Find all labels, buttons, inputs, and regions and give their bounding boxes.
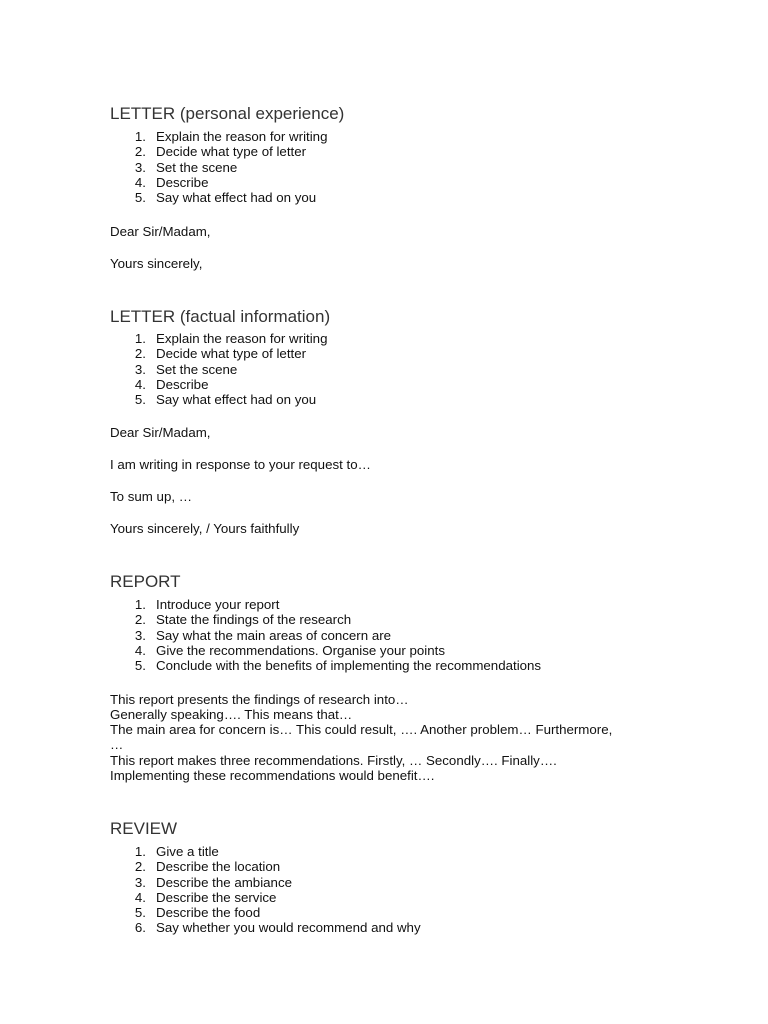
step-number: 4. bbox=[134, 642, 146, 658]
list-item bbox=[110, 612, 541, 627]
step-number: 5. bbox=[134, 905, 146, 921]
step-number: 1. bbox=[134, 129, 146, 144]
step-text: State the findings of the research bbox=[156, 612, 352, 628]
section-heading-review: REVIEW bbox=[110, 819, 178, 838]
list-item bbox=[110, 628, 541, 643]
phrase-line: This report presents the findings of research into… bbox=[110, 692, 409, 707]
list-item bbox=[110, 658, 541, 673]
step-number: 4. bbox=[134, 889, 146, 905]
step-number: 5. bbox=[134, 658, 146, 674]
section-heading-letter-factual: LETTER (factual information) bbox=[110, 307, 331, 326]
phrase-line: To sum up, … bbox=[110, 489, 193, 504]
steps-list-letter-personal bbox=[110, 129, 327, 205]
step-number: 2. bbox=[134, 346, 146, 362]
phrase-line: Implementing these recommendations would benefit…. bbox=[110, 768, 435, 783]
phrase-line: This report makes three recommendations. Firstly, … Secondly…. Finally…. bbox=[110, 753, 557, 768]
phrase-line: Yours sincerely, / Yours faithfully bbox=[110, 521, 300, 536]
list-item bbox=[110, 160, 327, 175]
step-number: 3. bbox=[134, 159, 146, 175]
list-item bbox=[110, 144, 327, 159]
phrase-line: Generally speaking…. This means that… bbox=[110, 707, 353, 722]
step-number: 2. bbox=[134, 612, 146, 628]
list-item bbox=[110, 643, 541, 658]
step-number: 1. bbox=[134, 844, 146, 859]
step-text: Explain the reason for writing bbox=[156, 129, 328, 144]
phrase-line: … bbox=[110, 737, 124, 752]
step-text: Say what effect had on you bbox=[156, 392, 317, 408]
list-item bbox=[110, 129, 327, 144]
list-item bbox=[110, 875, 421, 890]
step-number: 2. bbox=[134, 144, 146, 160]
list-item bbox=[110, 331, 327, 346]
step-number: 6. bbox=[134, 920, 146, 936]
step-text: Describe bbox=[156, 174, 209, 190]
step-text: Describe the location bbox=[156, 859, 281, 875]
list-item bbox=[110, 175, 327, 190]
list-item bbox=[110, 346, 327, 361]
step-number: 2. bbox=[134, 859, 146, 875]
list-item bbox=[110, 859, 421, 874]
step-number: 1. bbox=[134, 331, 146, 346]
step-text: Decide what type of letter bbox=[156, 346, 307, 362]
step-number: 3. bbox=[134, 627, 146, 643]
step-text: Describe the food bbox=[156, 905, 261, 921]
list-item bbox=[110, 597, 541, 612]
step-text: Say what effect had on you bbox=[156, 190, 317, 206]
list-item bbox=[110, 190, 327, 205]
list-item bbox=[110, 920, 421, 935]
step-text: Introduce your report bbox=[156, 597, 280, 612]
section-heading-letter-personal: LETTER (personal experience) bbox=[110, 104, 345, 123]
step-text: Give the recommendations. Organise your points bbox=[156, 642, 445, 658]
steps-list-report bbox=[110, 597, 541, 673]
step-text: Describe the service bbox=[156, 889, 277, 905]
phrase-line: Yours sincerely, bbox=[110, 256, 203, 271]
phrase-line: I am writing in response to your request to… bbox=[110, 457, 371, 472]
steps-list-letter-factual bbox=[110, 331, 327, 407]
step-text: Say whether you would recommend and why bbox=[156, 920, 421, 936]
steps-list-review bbox=[110, 844, 421, 936]
step-text: Describe the ambiance bbox=[156, 874, 292, 890]
step-text: Set the scene bbox=[156, 159, 238, 175]
step-text: Give a title bbox=[156, 844, 219, 859]
step-text: Set the scene bbox=[156, 361, 238, 377]
list-item bbox=[110, 890, 421, 905]
step-number: 5. bbox=[134, 392, 146, 408]
phrase-line: The main area for concern is… This could result, …. Another problem… Furthermore, bbox=[110, 722, 613, 737]
step-number: 5. bbox=[134, 190, 146, 206]
list-item bbox=[110, 362, 327, 377]
list-item bbox=[110, 377, 327, 392]
step-number: 3. bbox=[134, 361, 146, 377]
step-text: Explain the reason for writing bbox=[156, 331, 328, 346]
step-text: Decide what type of letter bbox=[156, 144, 307, 160]
step-number: 1. bbox=[134, 597, 146, 612]
step-text: Say what the main areas of concern are bbox=[156, 627, 392, 643]
step-number: 4. bbox=[134, 376, 146, 392]
step-text: Describe bbox=[156, 376, 209, 392]
list-item bbox=[110, 905, 421, 920]
step-text: Conclude with the benefits of implementing the recommendations bbox=[156, 658, 542, 674]
phrase-line: Dear Sir/Madam, bbox=[110, 425, 211, 440]
step-number: 4. bbox=[134, 174, 146, 190]
list-item bbox=[110, 844, 421, 859]
step-number: 3. bbox=[134, 874, 146, 890]
list-item bbox=[110, 392, 327, 407]
phrase-line: Dear Sir/Madam, bbox=[110, 224, 211, 239]
section-heading-report: REPORT bbox=[110, 572, 181, 591]
